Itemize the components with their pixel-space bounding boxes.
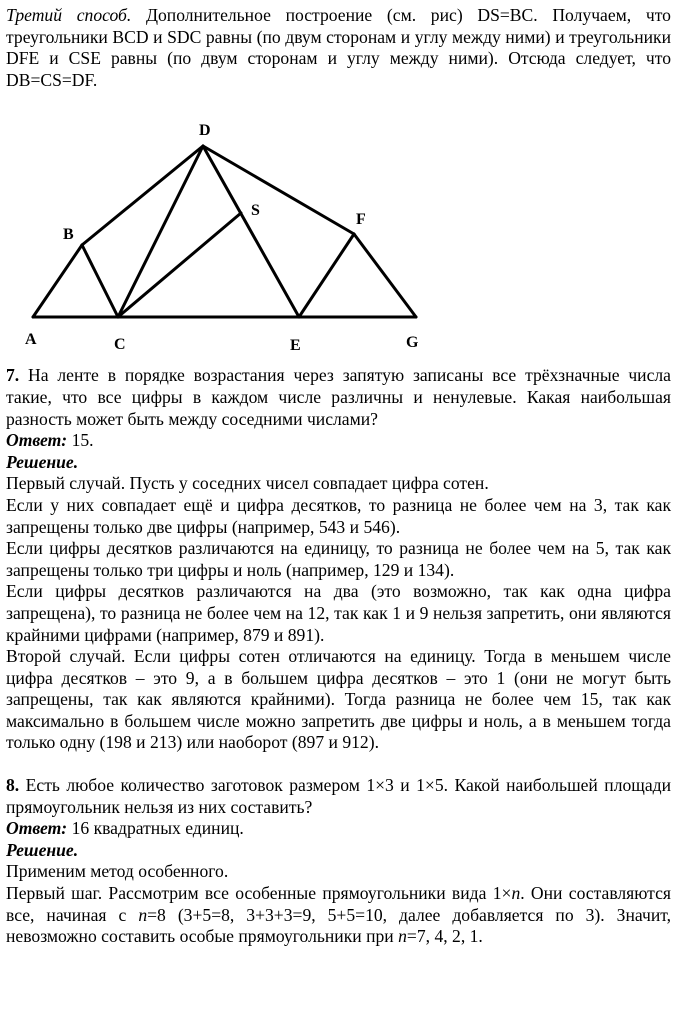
segment-FG [354, 234, 416, 317]
solution-paragraph: Первый случай. Пусть у соседних чисел совпадает цифра сотен. [6, 473, 489, 494]
point-label-C: C [114, 336, 126, 354]
problem8-solution-heading [6, 840, 671, 862]
problem7-number: 7. [6, 365, 20, 386]
geometry-drawing [6, 91, 671, 365]
segment-BD [82, 146, 203, 245]
problem7-statement [6, 365, 671, 430]
step-text: =7, 4, 2, 1. [406, 926, 483, 947]
point-label-B: B [63, 226, 74, 244]
solution-paragraph: Если у них совпадает ещё и цифра десятков, то разница не более чем на 3, так как запрещены только две цифры (например, 543 и 546). [6, 494, 671, 537]
segment-CD [118, 146, 203, 317]
answer-label: Ответ: [6, 430, 68, 451]
point-label-F: F [356, 211, 366, 229]
point-label-G: G [406, 334, 419, 352]
problem8-number: 8. [6, 775, 20, 796]
point-label-D: D [199, 122, 211, 140]
point-label-S: S [251, 202, 260, 220]
variable-n: n [398, 926, 407, 947]
answer-value: 15. [67, 430, 94, 451]
segment-AB [33, 245, 82, 317]
solution-paragraph: Второй случай. Если цифры сотен отличаются на единицу. Тогда в меньшем числе цифра десятков – это 9, а в большем цифра десятков – это 1 (они не могут быть запрещены, так как являются крайними). Тогда разница не более чем 15, так как максимально в большем числе можно запретить две цифры и ноль, а в меньшем тогда только одну (198 и 213) или наоборот (897 и 912). [6, 646, 671, 753]
segment-CS [118, 213, 241, 317]
document-page [6, 5, 671, 948]
intro-text: Дополнительное построение (см. рис) DS=BC. Получаем, что треугольники BCD и SDC равны (по двум сторонам и углу между ними) и треугольники DFE и CSE равны (по двум сторонам и углу между ними). Отсюда следует, что DB=CS=DF. [6, 5, 671, 90]
problem7-solution-heading [6, 452, 671, 474]
solution-method: Применим метод особенного. [6, 861, 229, 882]
step-text: Первый шаг. Рассмотрим все особенные прямоугольники вида 1× [6, 883, 512, 904]
problem8-statement [6, 775, 671, 818]
variable-n: n [138, 904, 148, 925]
segment-DF [203, 146, 354, 234]
solution-paragraph [6, 883, 671, 948]
section-spacer [6, 754, 671, 775]
problem7-text: На ленте в порядке возрастания через запятую записаны все трёхзначные числа такие, что все цифры в каждом числе различны и ненулевые. Какая наибольшая разность может быть между соседними числами? [6, 365, 671, 429]
step-text: =8 (3+5=8, 3+3+3=9, 5+5=10, далее добавляется по 3). Значит, невозможно составить особые прямоугольники при [6, 904, 671, 947]
answer-value: 16 квадратных единиц. [67, 818, 244, 839]
point-label-E: E [290, 337, 301, 355]
problem7-answer [6, 430, 671, 452]
geometry-figure [6, 91, 671, 365]
solution-label: Решение. [6, 451, 79, 472]
solution-paragraph: Если цифры десятков различаются на два (это возможно, так как одна цифра запрещена), то разница не более чем на 12, так как 1 и 9 нельзя запретить, они являются крайними цифрами (например, 879 и 891). [6, 581, 671, 645]
step-text: . Они составляются все, начиная с [6, 883, 671, 925]
answer-label: Ответ: [6, 818, 68, 839]
problem8-text: Есть любое количество заготовок размером 1×3 и 1×5. Какой наибольшей площади прямоугольник нельзя из них составить? [6, 775, 671, 817]
intro-paragraph [6, 5, 671, 91]
variable-n: n [511, 883, 521, 904]
segment-BC [82, 245, 118, 317]
problem8-answer [6, 818, 671, 840]
method-heading: Третий способ. [6, 5, 132, 25]
point-label-A: A [25, 331, 37, 349]
solution-paragraph: Если цифры десятков различаются на единицу, то разница не более чем на 5, так как запрещены только три цифры и ноль (например, 129 и 134). [6, 538, 671, 580]
segment-FE [299, 234, 354, 317]
solution-label: Решение. [6, 839, 79, 860]
